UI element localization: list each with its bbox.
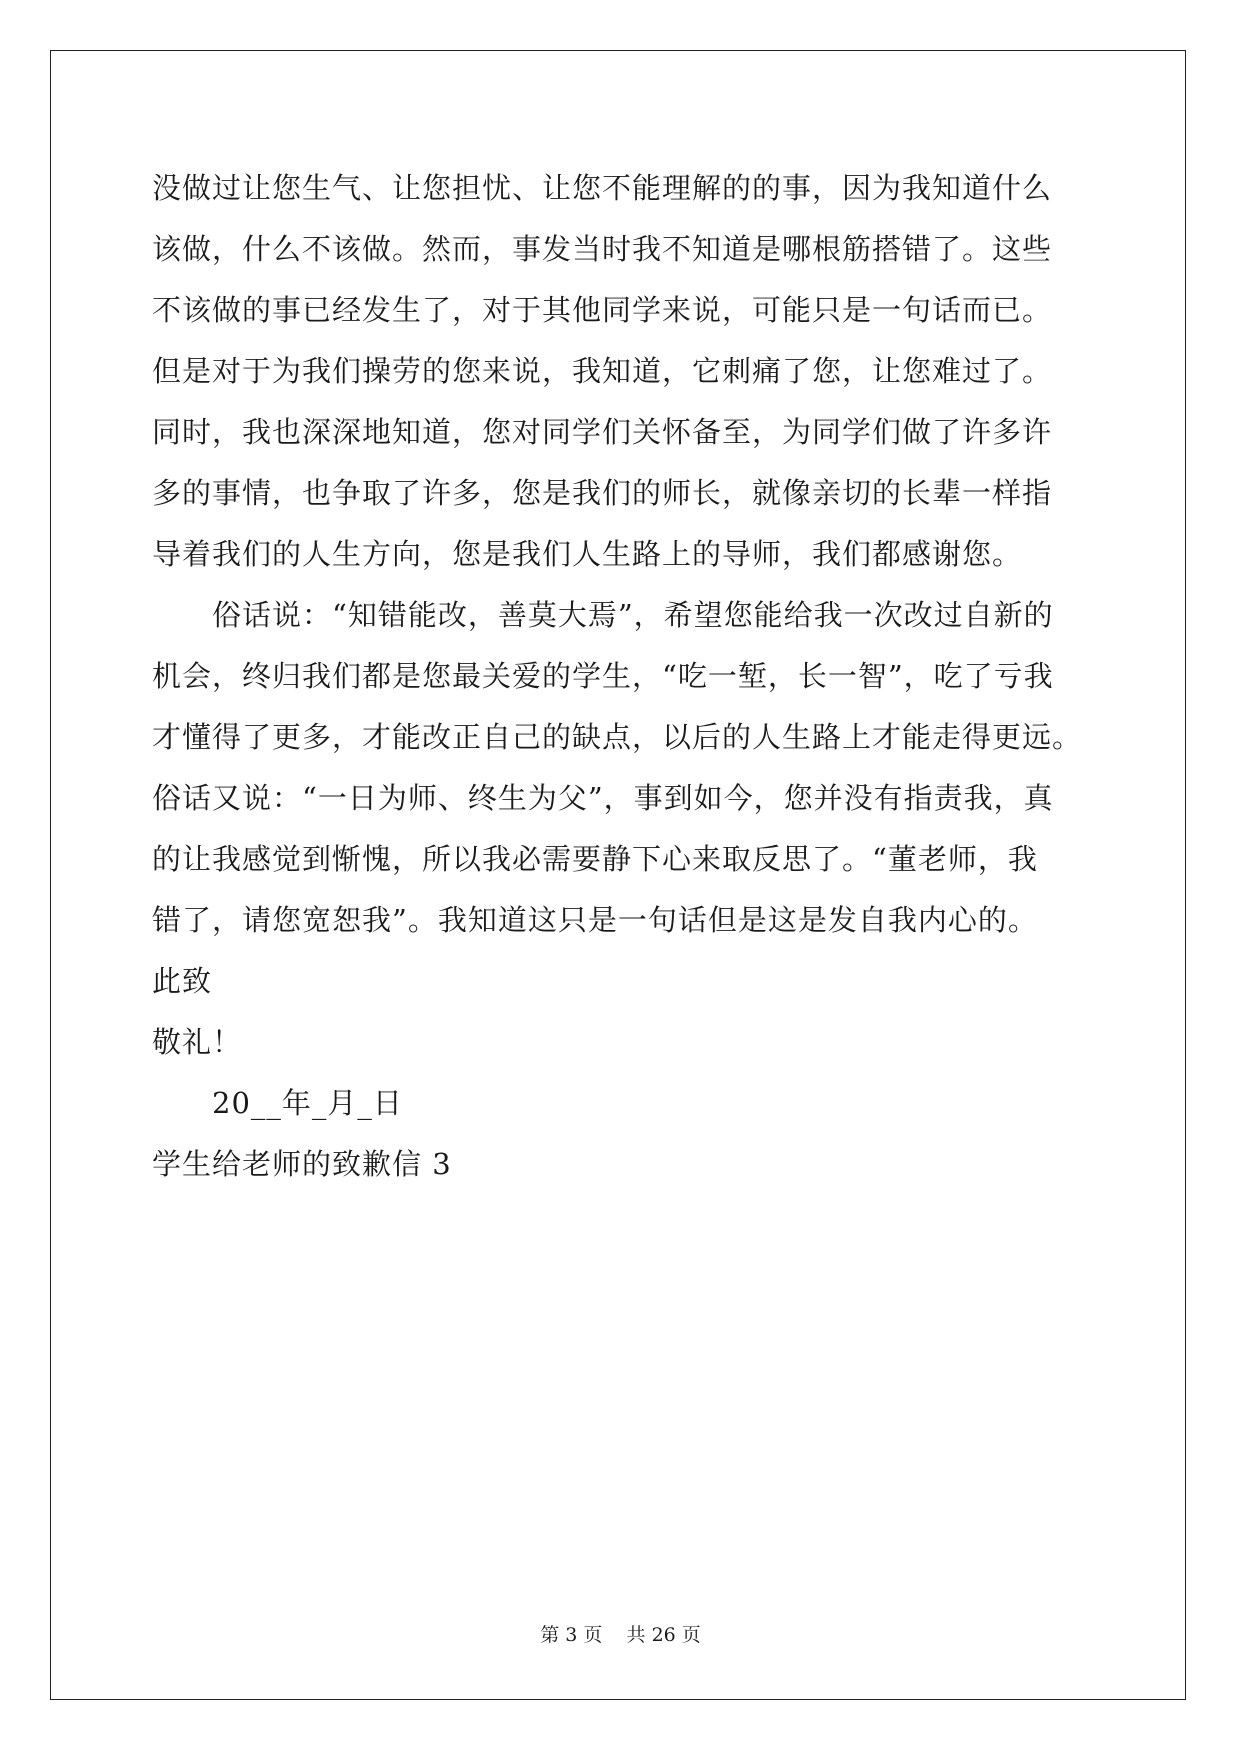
body-line: 但是对于为我们操劳的您来说，我知道，它刺痛了您，让您难过了。 [152, 354, 1053, 388]
body-line: 多的事情，也争取了许多，您是我们的师长，就像亲切的长辈一样指 [152, 476, 1053, 510]
body-line: 没做过让您生气、让您担忧、让您不能理解的的事，因为我知道什么 [152, 171, 1053, 205]
body-line: 俗话又说：“一日为师、终生为父”，事到如今，您并没有指责我，真 [152, 781, 1054, 815]
body-line: 该做，什么不该做。然而，事发当时我不知道是哪根筋搭错了。这些 [152, 232, 1053, 266]
closing-salutation: 此致 [152, 964, 213, 998]
body-line: 的让我感觉到惭愧，所以我必需要静下心来取反思了。“董老师，我 [152, 842, 1038, 876]
body-line: 才懂得了更多，才能改正自己的缺点，以后的人生路上才能走得更远。 [152, 720, 1083, 754]
next-letter-title: 学生给老师的致歉信 3 [152, 1147, 452, 1181]
body-line: 机会，终归我们都是您最关爱的学生，“吃一堑，长一智”，吃了亏我 [152, 659, 1054, 693]
closing-regards: 敬礼！ [152, 1025, 243, 1059]
body-line: 导着我们的人生方向，您是我们人生路上的导师，我们都感谢您。 [152, 537, 1023, 571]
letter-date: 20__年_月_日 [212, 1086, 403, 1120]
body-line: 俗话说：“知错能改，善莫大焉”，希望您能给我一次改过自新的 [212, 598, 1054, 632]
page-number-footer: 第 3 页 共 26 页 [540, 1624, 701, 1646]
body-line: 同时，我也深深地知道，您对同学们关怀备至，为同学们做了许多许 [152, 415, 1053, 449]
body-line: 错了，请您宽恕我”。我知道这只是一句话但是这是发自我内心的。 [152, 903, 1038, 937]
body-line: 不该做的事已经发生了，对于其他同学来说，可能只是一句话而已。 [152, 293, 1053, 327]
